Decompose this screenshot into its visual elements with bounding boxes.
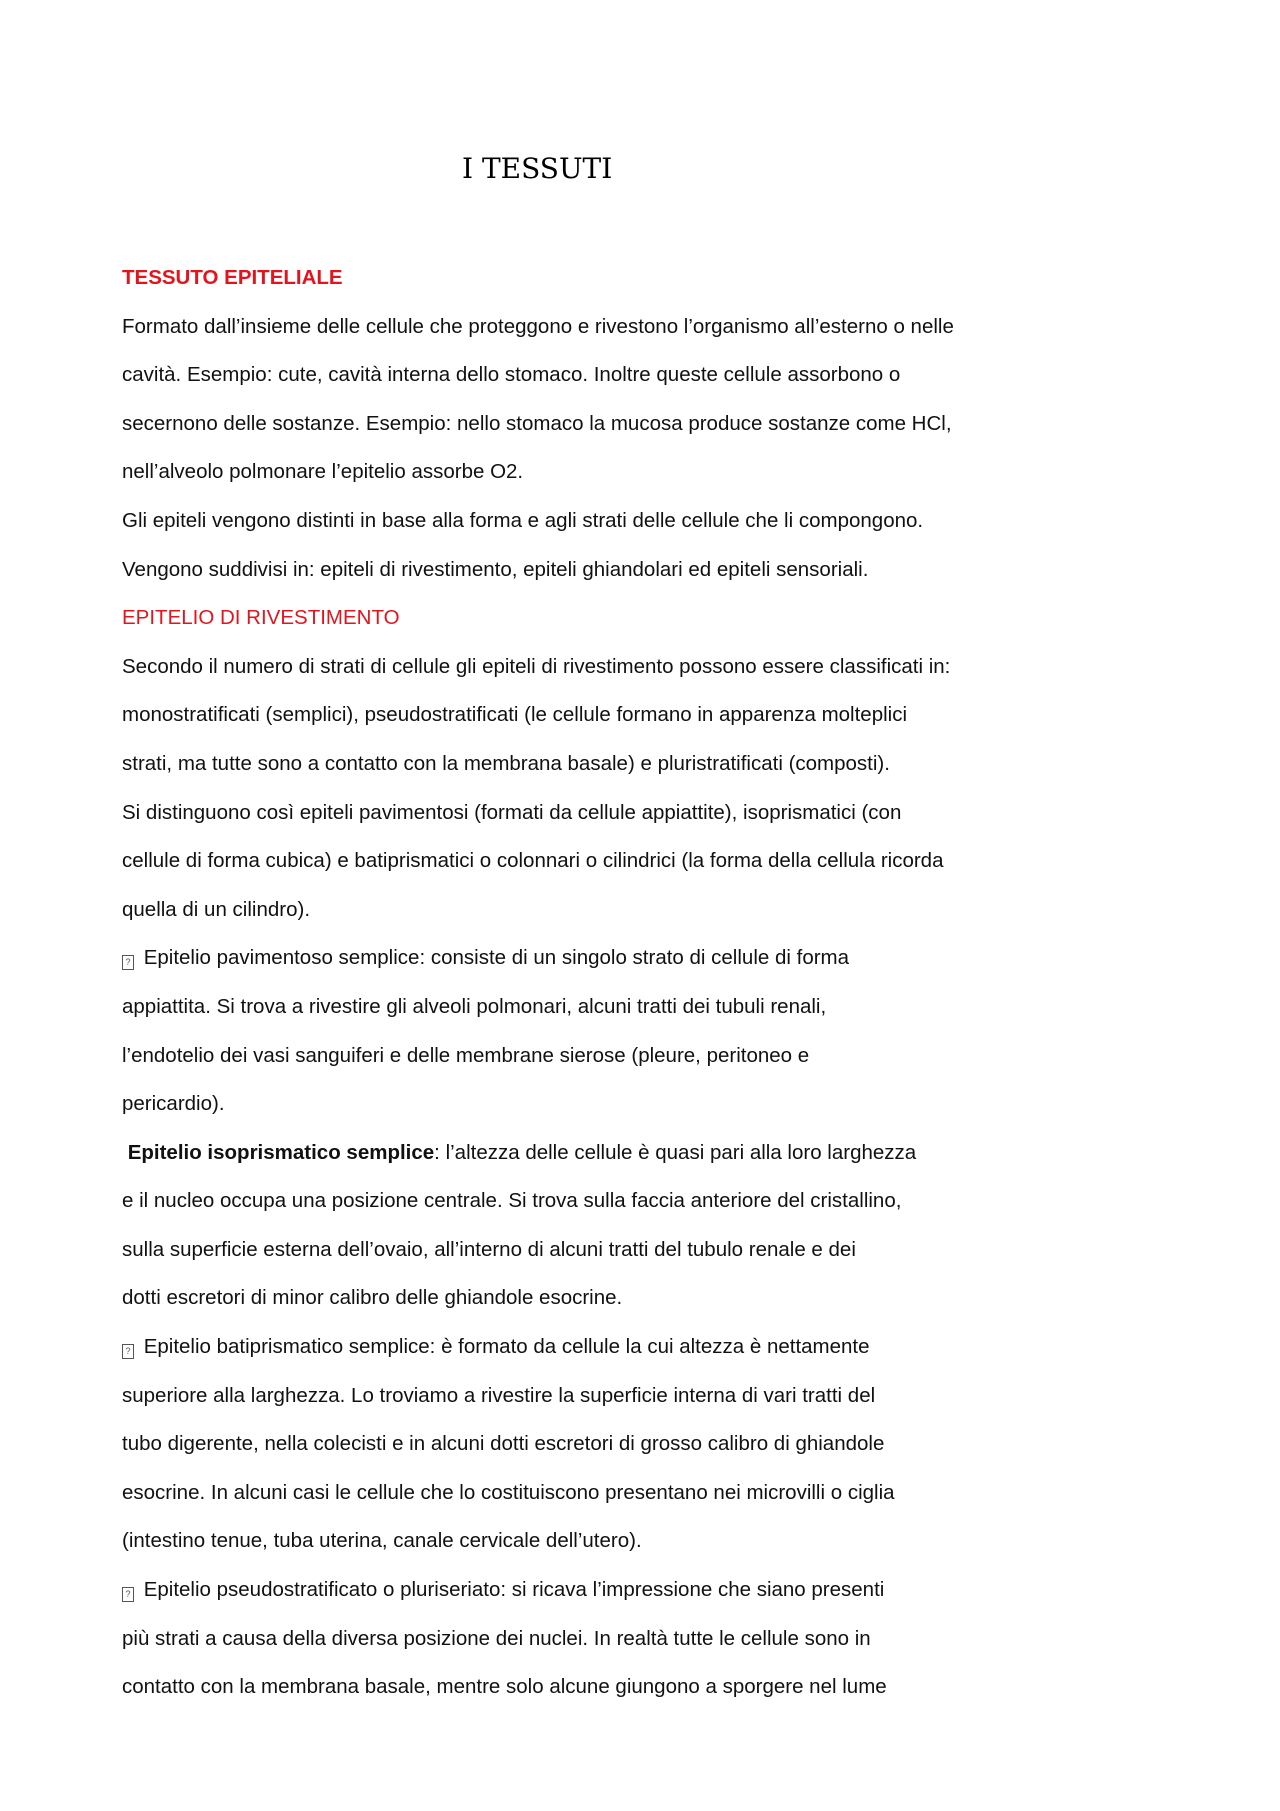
paragraph-line: cellule di forma cubica) e batiprismatici o colonnari o cilindrici (la forma della cellula ricorda — [122, 849, 944, 873]
paragraph-line: Vengono suddivisi in: epiteli di rivestimento, epiteli ghiandolari ed epiteli sensoriali. — [122, 557, 869, 581]
paragraph-line: Si distinguono così epiteli pavimentosi (formati da cellule appiattite), isoprismatici (con — [122, 800, 902, 824]
paragraph-line: nell’alveolo polmonare l’epitelio assorbe O2. — [122, 460, 524, 484]
paragraph-line: l’endotelio dei vasi sanguiferi e delle membrane sierose (pleure, peritoneo e — [122, 1043, 810, 1067]
paragraph-line: Formato dall’insieme delle cellule che proteggono e rivestono l’organismo all’esterno o nelle — [122, 314, 954, 338]
list-item-text: Epitelio batiprismatico semplice: è formato da cellule la cui altezza è nettamente — [138, 1335, 870, 1359]
paragraph-line: superiore alla larghezza. Lo troviamo a rivestire la superficie interna di vari tratti del — [122, 1383, 876, 1407]
paragraph-line: secernono delle sostanze. Esempio: nello stomaco la mucosa produce sostanze come HCl, — [122, 411, 952, 435]
paragraph-line: (intestino tenue, tuba uterina, canale cervicale dell’utero). — [122, 1529, 642, 1553]
paragraph-line: cavità. Esempio: cute, cavità interna dello stomaco. Inoltre queste cellule assorbono o — [122, 363, 901, 387]
paragraph-line: tubo digerente, nella colecisti e in alcuni dotti escretori di grosso calibro di ghiandole — [122, 1432, 885, 1456]
missing-glyph-icon: ? — [122, 1587, 134, 1602]
document-body — [122, 254, 1182, 1712]
paragraph-line: appiattita. Si trova a rivestire gli alveoli polmonari, alcuni tratti dei tubuli renali, — [122, 994, 827, 1018]
bold-term: Epitelio isoprismatico semplice — [127, 1140, 435, 1164]
list-item-text: : l’altezza delle cellule è quasi pari alla loro larghezza — [434, 1140, 917, 1164]
paragraph-line: strati, ma tutte sono a contatto con la membrana basale) e pluristratificati (composti). — [122, 751, 890, 775]
paragraph-line: sulla superficie esterna dell’ovaio, all’interno di alcuni tratti del tubulo renale e dei — [122, 1237, 856, 1261]
list-item-pseudostratificato — [122, 1566, 1182, 1615]
paragraph-line: Secondo il numero di strati di cellule gli epiteli di rivestimento possono essere classificati in: — [122, 654, 951, 678]
subheading-epitelio-di-rivestimento: EPITELIO DI RIVESTIMENTO — [122, 606, 400, 630]
paragraph-line: monostratificati (semplici), pseudostratificati (le cellule formano in apparenza molteplici — [122, 703, 908, 727]
list-item-pavimentoso — [122, 934, 1182, 983]
paragraph-line: esocrine. In alcuni casi le cellule che lo costituiscono presentano nei microvilli o ciglia — [122, 1480, 895, 1504]
missing-glyph-icon: ? — [122, 955, 134, 970]
paragraph-line: dotti escretori di minor calibro delle ghiandole esocrine. — [122, 1286, 623, 1310]
paragraph-line: e il nucleo occupa una posizione centrale. Si trova sulla faccia anteriore del cristallino, — [122, 1189, 902, 1213]
missing-glyph-icon: ? — [122, 1344, 134, 1359]
list-item-isoprismatico — [122, 1129, 1182, 1178]
section-heading-tessuto-epiteliale: TESSUTO EPITELIALE — [122, 266, 343, 289]
paragraph-line: contatto con la membrana basale, mentre solo alcune giungono a sporgere nel lume — [122, 1675, 887, 1699]
paragraph-line: più strati a causa della diversa posizione dei nuclei. In realtà tutte le cellule sono in — [122, 1626, 871, 1650]
paragraph-line: Gli epiteli vengono distinti in base alla forma e agli strati delle cellule che li compongono. — [122, 508, 924, 532]
page-title: I TESSUTI — [462, 152, 613, 185]
list-item-batiprismatico — [122, 1323, 1182, 1372]
list-item-text: Epitelio pseudostratificato o pluriseriato: si ricava l’impressione che siano presenti — [138, 1578, 885, 1602]
list-item-text: Epitelio pavimentoso semplice: consiste di un singolo strato di cellule di forma — [138, 946, 850, 970]
paragraph-line: pericardio). — [122, 1092, 225, 1116]
paragraph-line: quella di un cilindro). — [122, 897, 311, 921]
